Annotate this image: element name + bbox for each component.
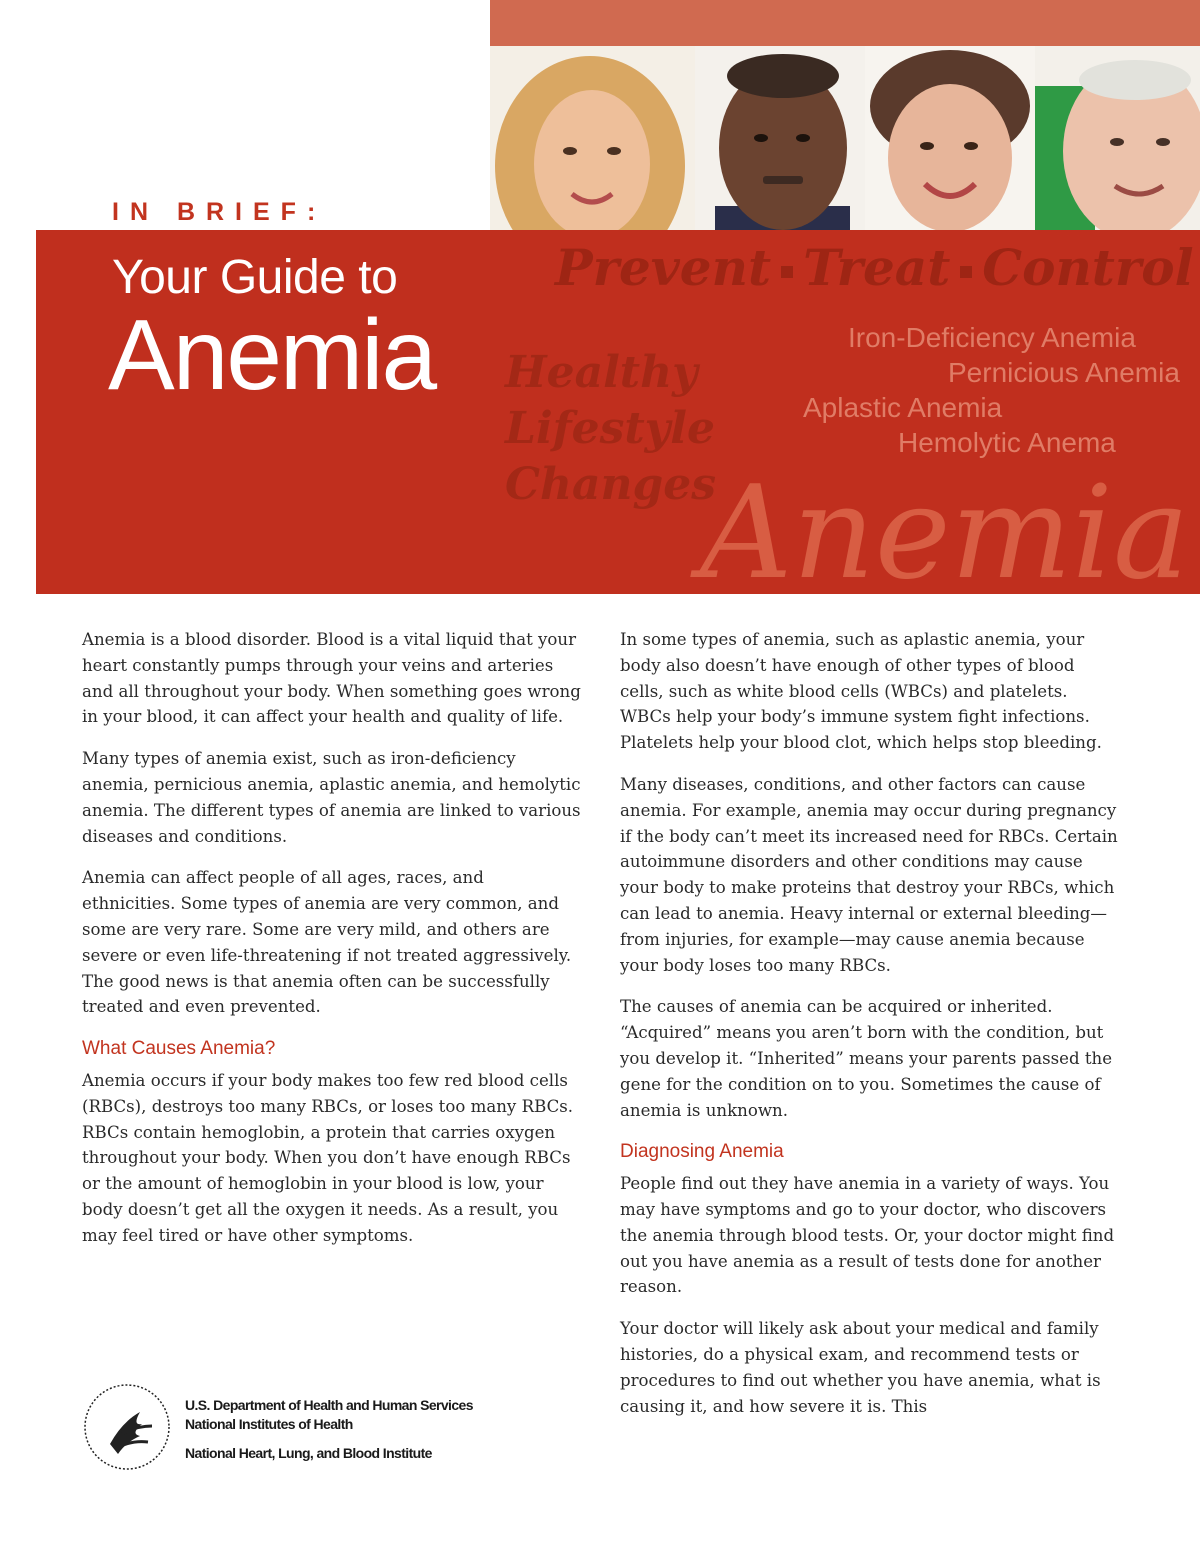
square-bullet-icon [960,266,972,278]
prevent-treat-control-tagline [555,238,1194,297]
lifestyle-word-2: Lifestyle [505,403,715,454]
square-bullet-icon [781,266,793,278]
older-woman-photo [865,46,1035,230]
in-brief-kicker: IN BRIEF: [112,198,327,226]
healthy-lifestyle-changes [505,345,716,513]
agency-line-nih: National Institutes of Health [185,1416,353,1432]
paragraph: Your doctor will likely ask about your medical and family histories, do a physical exam, and recommend tests or procedures to find out whether you have anemia, what is causing it, and how severe it is. This [620,1319,1101,1416]
paragraph: Anemia can affect people of all ages, races, and ethnicities. Some types of anemia are very common, and some are very rare. Some are very mild, and others are severe or even life-threatening if not treated aggressively. The good news is that anemia often can be successfully treated and even prevented. [82,868,572,1017]
section-heading-causes: What Causes Anemia? [82,1038,276,1060]
hhs-eagle-logo-icon [82,1382,172,1472]
paragraph: People find out they have anemia in a variety of ways. You may have symptoms and go to your doctor, who discovers the anemia through blood tests. Or, your doctor might find out you have anemia as a result of tests done for another reason. [620,1174,1115,1297]
paragraph: Anemia occurs if your body makes too few red blood cells (RBCs), destroys too many RBCs, or loses too many RBCs. RBCs contain hemoglobin, a protein that carries oxygen throughout your body. When you don’t have enough RBCs or the amount of hemoglobin in your blood is low, your body doesn’t get all the oxygen it needs. As a result, you may feel tired or have other symptoms. [82,1070,574,1245]
paragraph: Many diseases, conditions, and other factors can cause anemia. For example, anemia may occur during pregnancy if the body can’t meet its increased need for RBCs. Certain autoimmune disorders and other conditions may cause your body to make proteins that destroy your RBCs, which can lead to anemia. Heavy internal or external bleeding—from injuries, for example—may cause anemia because your body loses too many RBCs. [620,774,1118,975]
tagline-prevent: Prevent [555,238,772,297]
elderly-man-photo [1035,46,1200,230]
tagline-control: Control [982,238,1194,297]
paragraph: In some types of anemia, such as aplastic anemia, your body also doesn’t have enough of other types of blood cells, such as white blood cells (WBCs) and platelets. WBCs help your body’s immune system fight infections. Platelets help your blood clot, which helps stop bleeding. [620,630,1102,753]
paragraph: Anemia is a blood disorder. Blood is a vital liquid that your heart constantly pumps through your veins and arteries and all throughout your body. When something goes wrong in your blood, it can affect your health and quality of life. [82,630,581,727]
anemia-type-aplastic: Aplastic Anemia [803,392,1003,423]
anemia-type-hemolytic: Hemolytic Anema [898,427,1116,458]
body-column-left [82,627,582,1265]
tagline-treat: Treat [803,238,951,297]
watermark-anemia: Anemia [700,459,1190,608]
lifestyle-word-1: Healthy [505,347,698,398]
older-man-photo [695,46,865,230]
title-line-1: Your Guide to [112,251,398,304]
lifestyle-word-3: Changes [505,459,717,510]
agency-line-hhs: U.S. Department of Health and Human Services [185,1397,473,1413]
body-column-right [620,627,1120,1435]
woman-blonde-photo [490,46,695,230]
header-photo-strip [490,46,1200,230]
anemia-type-iron-deficiency: Iron-Deficiency Anemia [848,322,1136,353]
agency-line-nhlbi: National Heart, Lung, and Blood Institute [185,1445,432,1461]
agency-credits [185,1396,473,1463]
paragraph: The causes of anemia can be acquired or inherited. “Acquired” means you aren’t born with the condition, but you develop it. “Inherited” means your parents passed the gene for the condition on to you. Sometimes the cause of anemia is unknown. [620,997,1113,1120]
section-heading-diagnosing: Diagnosing Anemia [620,1141,784,1163]
page-title: Anemia [108,299,436,411]
paragraph: Many types of anemia exist, such as iron-deficiency anemia, pernicious anemia, aplastic anemia, and hemolytic anemia. The different types of anemia are linked to various diseases and conditions. [82,749,581,846]
top-accent-bar [490,0,1200,46]
anemia-type-pernicious: Pernicious Anemia [948,357,1180,388]
